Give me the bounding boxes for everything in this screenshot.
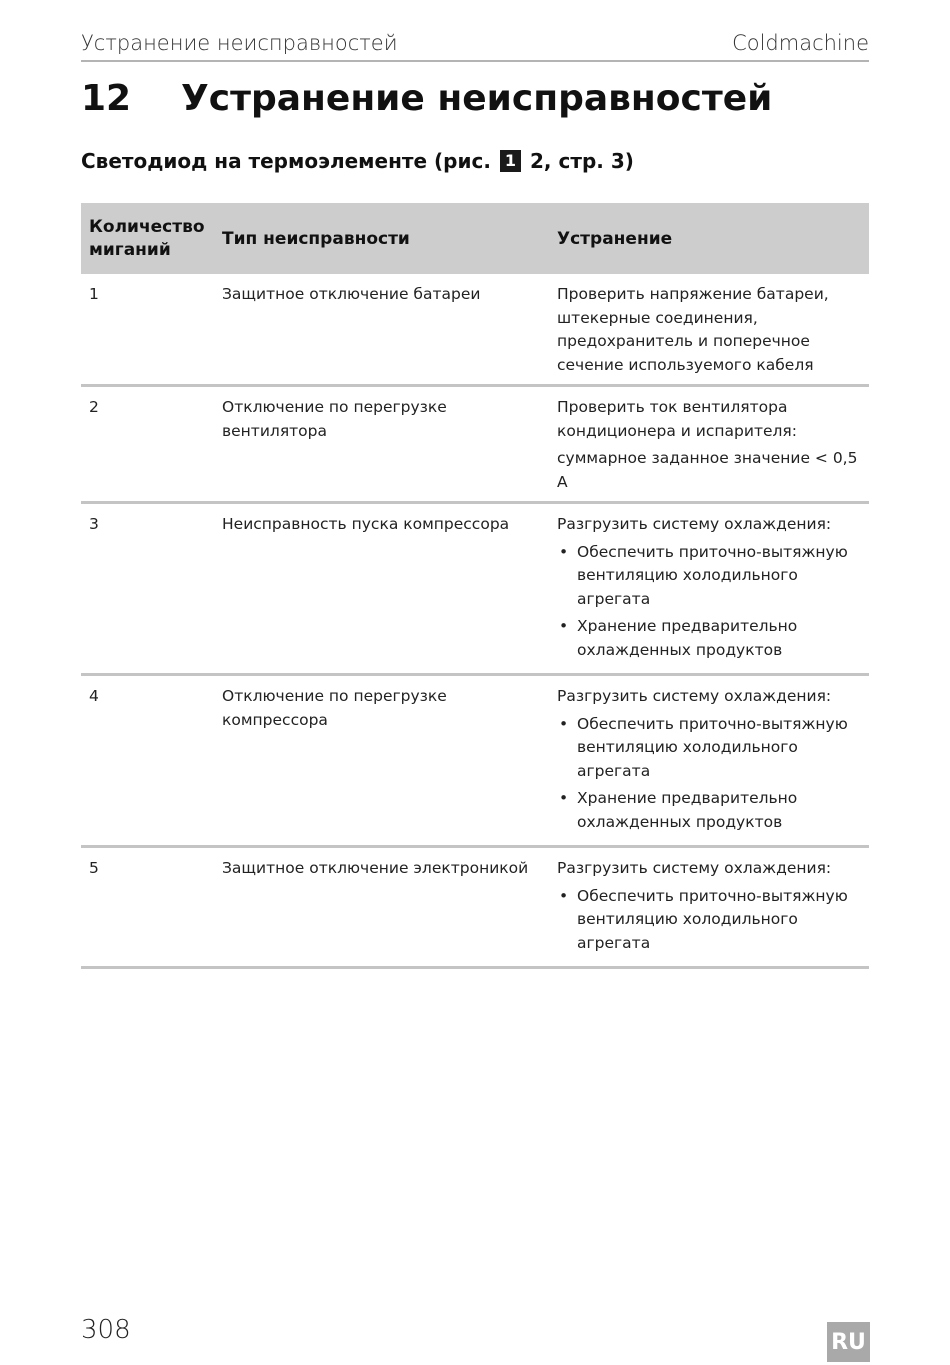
remedy-text: Проверить ток вентилятора кондиционера и испарителя: <box>557 398 797 440</box>
remedy-cell <box>549 675 869 847</box>
fault-type-cell: Отключение по перегрузке компрессора <box>222 687 447 729</box>
section-heading <box>81 149 634 173</box>
page-header <box>81 28 869 62</box>
remedy-text: Разгрузить систему охлаждения: <box>557 515 832 533</box>
remedy-text: Проверить напряжение батареи, штекерные соединения, предохранитель и поперечное сечение используемого кабеля <box>557 285 829 374</box>
remedy-bullet-list <box>557 713 861 835</box>
remedy-text: Разгрузить систему охлаждения: <box>557 859 832 877</box>
remedy-bullet-item: • Обеспечить приточно-вытяжную вентиляцию холодильного агрегата <box>557 541 861 612</box>
table-row <box>81 503 869 675</box>
blink-count-cell: 2 <box>89 398 99 416</box>
chapter-title: Устранение неисправностей <box>181 78 773 119</box>
table-row <box>81 675 869 847</box>
table-body <box>81 274 869 968</box>
section-title-end: 2, стр. 3) <box>530 149 634 173</box>
column-header-remedy: Устранение <box>549 203 869 274</box>
running-section-title: Устранение неисправностей <box>81 31 398 55</box>
remedy-cell <box>549 503 869 675</box>
remedy-cell <box>549 386 869 503</box>
table-row <box>81 274 869 386</box>
table-row <box>81 386 869 503</box>
remedy-text: Разгрузить систему охлаждения: <box>557 687 832 705</box>
remedy-bullet-item: • Хранение предварительно охлажденных продуктов <box>557 615 861 662</box>
fault-type-cell: Неисправность пуска компрессора <box>222 515 510 533</box>
remedy-note: суммарное заданное значение < 0,5 А <box>557 449 858 491</box>
column-header-count: Количество миганий <box>81 203 214 274</box>
table-row <box>81 847 869 968</box>
language-badge: RU <box>827 1322 870 1362</box>
brand-name: Coldmachine <box>732 31 869 55</box>
remedy-cell <box>549 847 869 968</box>
blink-count-cell: 4 <box>89 687 99 705</box>
remedy-bullet-item: • Обеспечить приточно-вытяжную вентиляцию холодильного агрегата <box>557 713 861 784</box>
fault-type-cell: Защитное отключение батареи <box>222 285 481 303</box>
chapter-heading <box>81 78 772 119</box>
chapter-number: 12 <box>81 78 132 119</box>
column-header-fault: Тип неисправности <box>214 203 549 274</box>
table-header-row <box>81 203 869 274</box>
remedy-bullet-list <box>557 541 861 663</box>
remedy-bullet-list <box>557 885 861 956</box>
remedy-cell <box>549 274 869 386</box>
blink-count-cell: 5 <box>89 859 99 877</box>
remedy-bullet-item: • Обеспечить приточно-вытяжную вентиляцию холодильного агрегата <box>557 885 861 956</box>
section-title-start: Светодиод на термоэлементе (рис. <box>81 149 491 173</box>
blink-count-cell: 1 <box>89 285 99 303</box>
troubleshooting-table <box>81 203 869 969</box>
fault-type-cell: Отключение по перегрузке вентилятора <box>222 398 447 440</box>
blink-count-cell: 3 <box>89 515 99 533</box>
remedy-bullet-item: • Хранение предварительно охлажденных продуктов <box>557 787 861 834</box>
fault-type-cell: Защитное отключение электроникой <box>222 859 529 877</box>
figure-number-badge: 1 <box>500 150 521 172</box>
page-number: 308 <box>81 1315 131 1345</box>
